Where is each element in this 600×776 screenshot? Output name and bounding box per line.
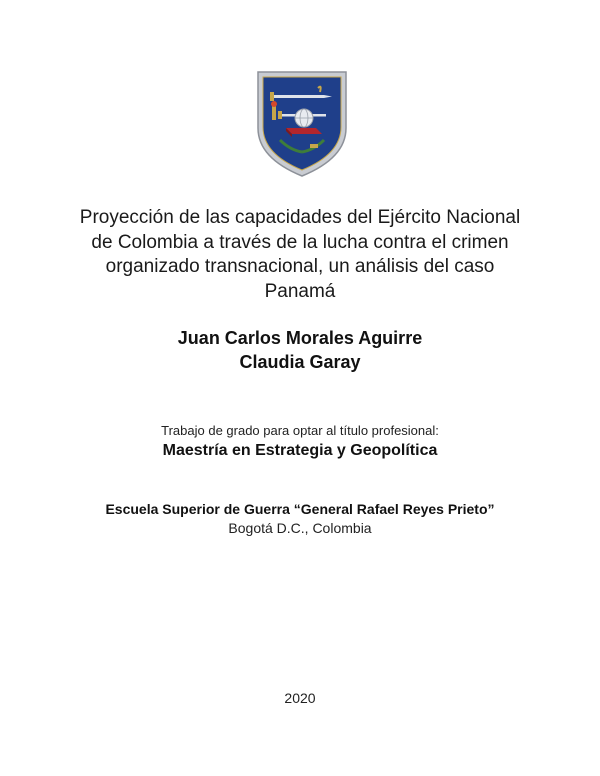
degree-intro: Trabajo de grado para optar al título profesional: <box>161 423 439 438</box>
authors <box>40 326 560 374</box>
author-name: Claudia Garay <box>239 352 361 372</box>
school-crest <box>256 70 348 178</box>
thesis-title <box>40 206 560 304</box>
shield-crest-icon <box>256 70 348 178</box>
institution-name: Escuela Superior de Guerra “General Rafael Reyes Prieto” <box>105 501 495 517</box>
title-line: Proyección de las capacidades del Ejército Nacional <box>79 207 521 228</box>
publication-year: 2020 <box>284 690 316 706</box>
author-name: Juan Carlos Morales Aguirre <box>177 328 423 348</box>
institution-city: Bogotá D.C., Colombia <box>228 520 372 536</box>
title-line: Panamá <box>264 280 336 302</box>
title-line: de Colombia a través de la lucha contra el crimen <box>91 231 509 253</box>
title-line: organizado transnacional, un análisis del caso <box>105 256 495 277</box>
degree-name: Maestría en Estrategia y Geopolítica <box>162 442 438 459</box>
